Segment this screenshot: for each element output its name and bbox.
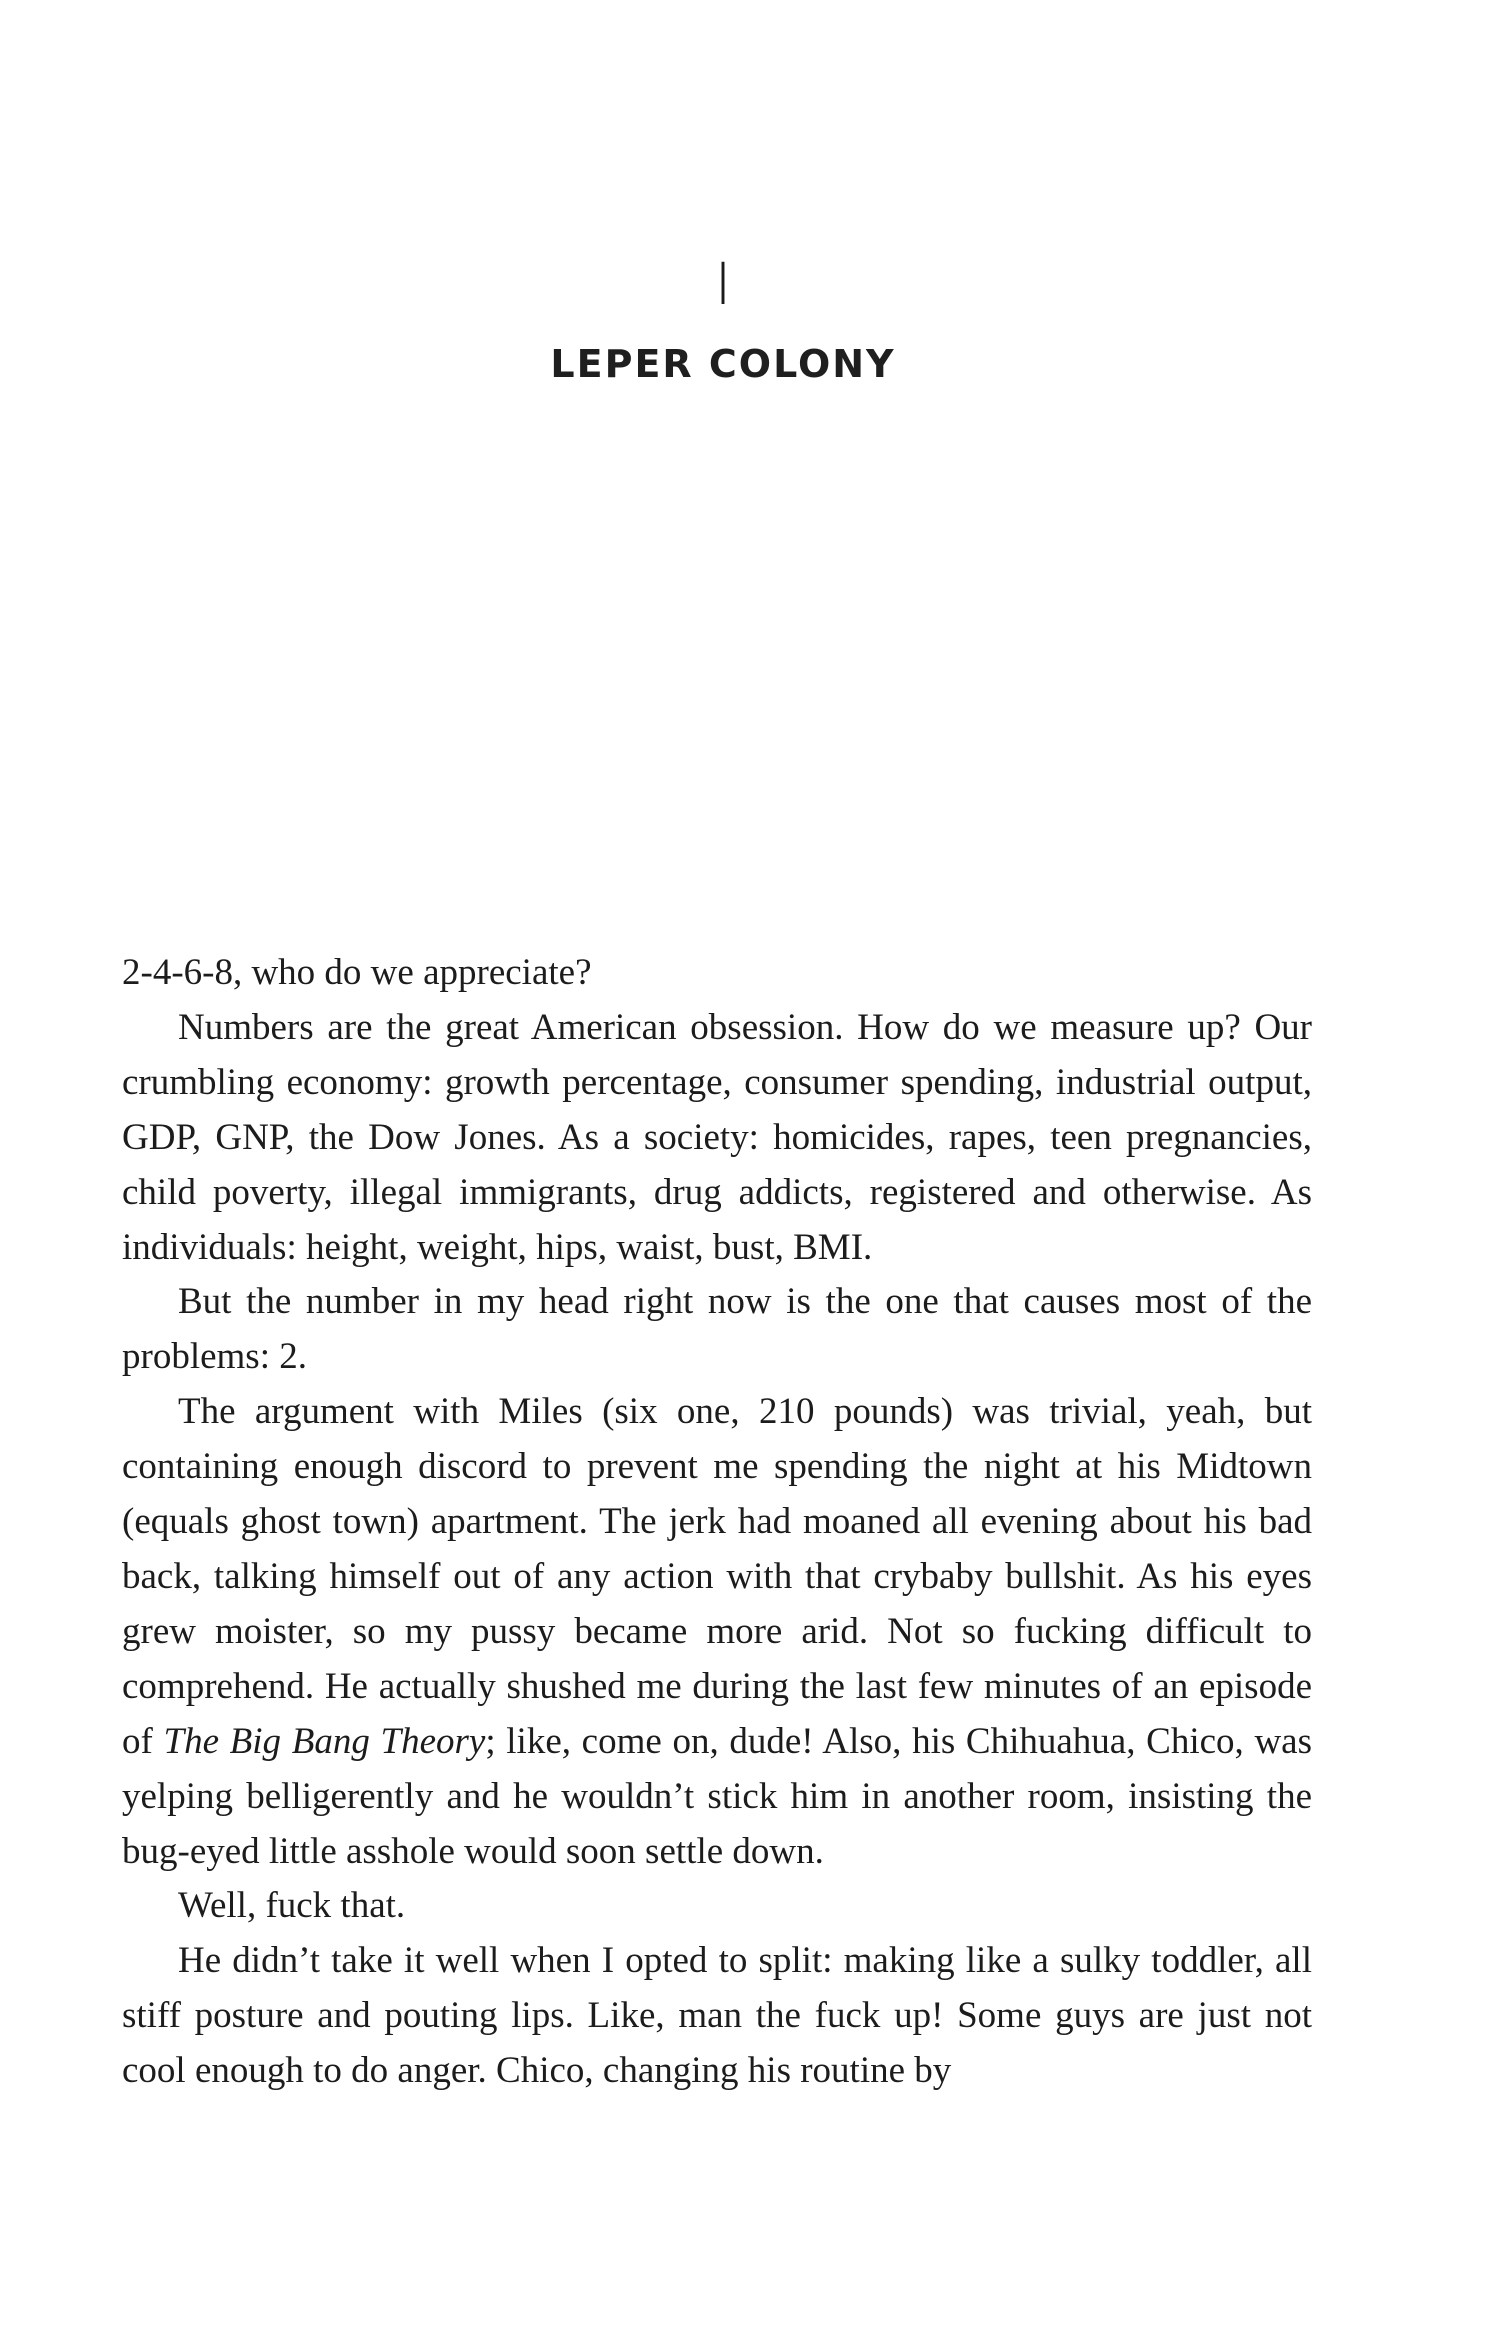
paragraph: But the number in my head right now is the one that causes most of the problems: 2. <box>122 1281 1312 1378</box>
show-title: The Big Bang Theory <box>163 1720 486 1762</box>
body-text <box>122 946 1312 2099</box>
paragraph: 2-4-6-8, who do we appreciate? <box>122 952 592 993</box>
chapter-title: LEPER COLONY <box>550 342 896 386</box>
paragraph: Numbers are the great American obsession. How do we measure up? Our crumbling economy: growth percentage, consumer spending, industrial output, GDP, GNP, the Dow Jones. As a society: homicides, rapes, teen pregnancies, child poverty, illegal immigrants, drug addicts, registered and otherwise. As individuals: height, weight, hips, waist, bust, BMI. <box>122 1006 1312 1268</box>
paragraph-text: The argument with Miles (six one, 210 pounds) was trivial, yeah, but containing enough discord to prevent me spending the night at his Midtown (equals ghost town) apartment. The jerk had moaned all evening about his bad back, talking himself out of any action with that crybaby bullshit. As his eyes grew moister, so my pussy became more arid. Not so fucking difficult to comprehend. He actually shushed me during the last few minutes of an episode of <box>122 1391 1312 1762</box>
paragraph-text: ; like, come on, dude! Also, his Chihuahua, Chico, was yelping belligerently and he wouldn’t stick him in another room, insisting the bug-eyed little asshole would soon settle down. <box>122 1720 1312 1872</box>
paragraph <box>122 1385 1312 1879</box>
chapter-number: I <box>714 250 732 318</box>
paragraph: He didn’t take it well when I opted to split: making like a sulky toddler, all stiff posture and pouting lips. Like, man the fuck up! Some guys are just not cool enough to do anger. Chico, changing his routine by <box>122 1940 1312 2092</box>
paragraph: Well, fuck that. <box>178 1885 406 1927</box>
